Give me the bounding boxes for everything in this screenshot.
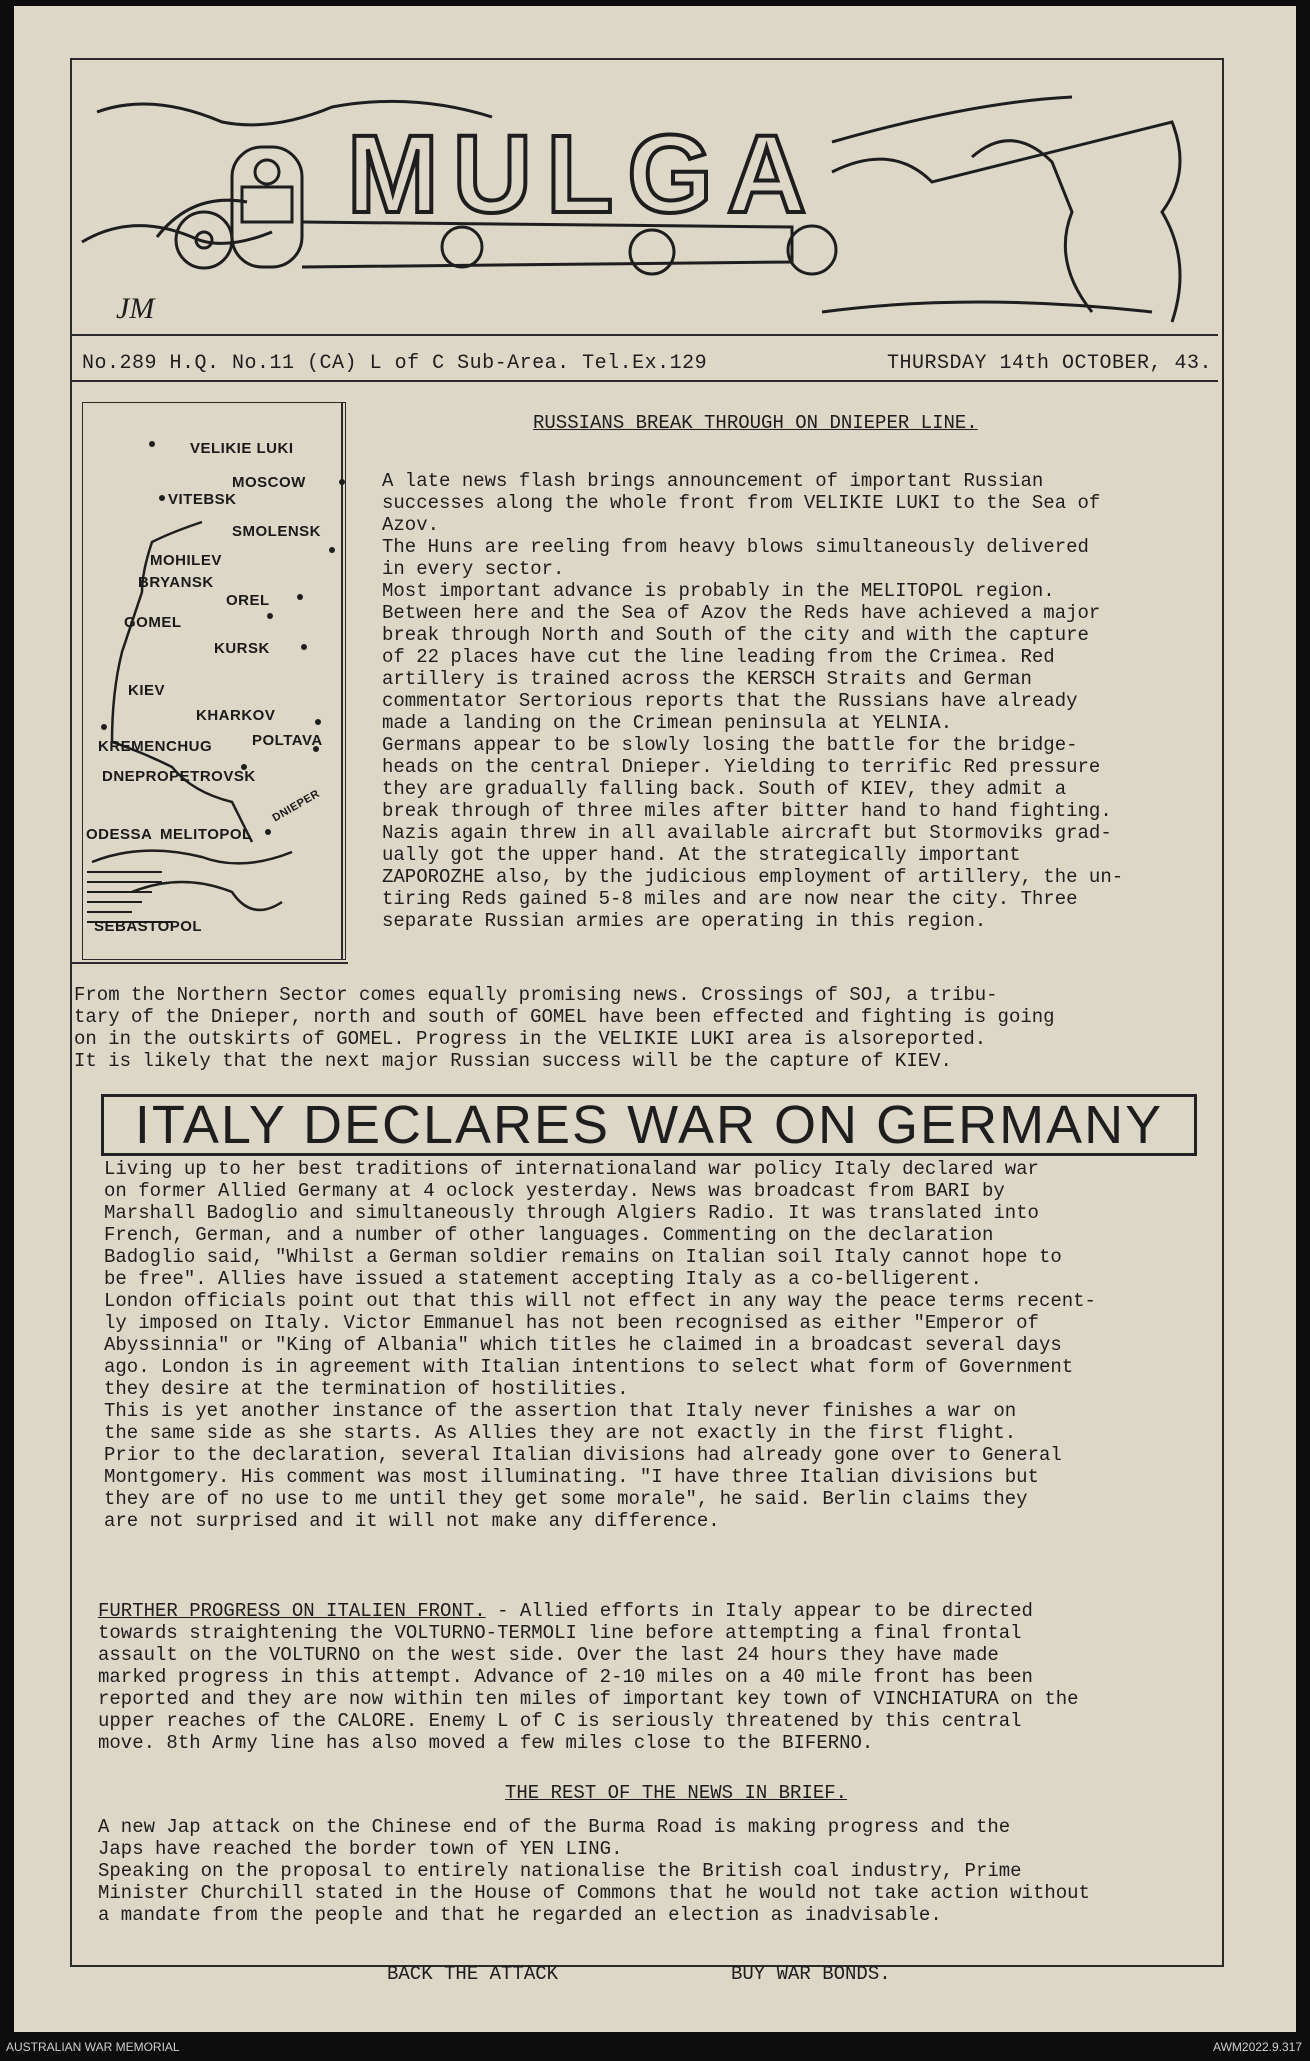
text-line: Between here and the Sea of Azov the Reds have achieved a major [382, 602, 1101, 624]
text-line: Marshall Badoglio and simultaneously through Algiers Radio. It was translated into [104, 1202, 1039, 1224]
text-line: they are of no use to me until they get some morale", he said. Berlin claims they [104, 1488, 1028, 1510]
text-line: ago. London is in agreement with Italian intentions to select what form of Government [104, 1356, 1074, 1378]
text-line: towards straightening the VOLTURNO-TERMOLI line before attempting a final frontal [98, 1622, 1022, 1644]
text-line: assault on the VOLTURNO on the west side. Over the last 24 hours they have made [98, 1644, 999, 1666]
unit-name: H.Q. No.11 (CA) L of C Sub-Area. [169, 352, 570, 375]
map-label: POLTAVA [252, 732, 323, 749]
text-line: The Huns are reeling from heavy blows simultaneously delivered [382, 536, 1089, 558]
text-line: Prior to the declaration, several Italian divisions had already gone over to General [104, 1444, 1062, 1466]
map-label: GOMEL [124, 614, 182, 631]
text-line: A late news flash brings announcement of important Russian [382, 470, 1044, 492]
map-label: MOHILEV [150, 552, 222, 569]
text-line: made a landing on the Crimean peninsula at YELNIA. [382, 712, 953, 734]
runner-figure [832, 122, 1180, 322]
text-line: are not surprised and it will not make any difference. [104, 1510, 720, 1532]
text-line: a mandate from the people and that he regarded an election as inadvisable. [98, 1904, 942, 1926]
map-label: SEBASTOPOL [94, 918, 203, 935]
text-line: commentator Sertorious reports that the Russians have already [382, 690, 1078, 712]
map-divider [72, 962, 348, 964]
text-line: heads on the central Dnieper. Yielding to terrific Red pressure [382, 756, 1101, 778]
text-line: tary of the Dnieper, north and south of GOMEL have been effected and fighting is going [74, 1006, 1055, 1028]
text-line: ZAPOROZHE also, by the judicious employment of artillery, the un- [382, 866, 1124, 888]
text-line: ually got the upper hand. At the strategically important [382, 844, 1021, 866]
story3-body [98, 1600, 1079, 1754]
slogan-left: BACK THE ATTACK [387, 1963, 559, 1985]
story2-headline: ITALY DECLARES WAR ON GERMANY [101, 1094, 1197, 1156]
text-line: - Allied efforts in Italy appear to be directed [485, 1600, 1033, 1622]
issue-info [82, 352, 707, 375]
eastern-front-map [82, 402, 346, 960]
story3-first-line [98, 1600, 1079, 1622]
archive-credit: AUSTRALIAN WAR MEMORIAL [6, 2040, 180, 2054]
text-line: Montgomery. His comment was most illuminating. "I have three Italian divisions but [104, 1466, 1039, 1488]
map-label: MELITOPOL [160, 826, 252, 843]
story1-continued [74, 984, 1055, 1072]
story4-body [98, 1816, 1090, 1926]
divider [72, 334, 1218, 336]
story1-body [382, 470, 1123, 932]
text-line: Minister Churchill stated in the House of Commons that he would not take action without [98, 1882, 1090, 1904]
text-line: Germans appear to be slowly losing the battle for the bridge- [382, 734, 1078, 756]
text-line: Badoglio said, "Whilst a German soldier remains on Italian soil Italy cannot hope to [104, 1246, 1062, 1268]
map-label: DNIEPER [270, 787, 322, 825]
text-line: of 22 places have cut the line leading from the Crimea. Red [382, 646, 1055, 668]
map-label: BRYANSK [138, 574, 214, 591]
text-line: From the Northern Sector comes equally promising news. Crossings of SOJ, a tribu- [74, 984, 998, 1006]
text-line: move. 8th Army line has also moved a few miles close to the BIFERNO. [98, 1732, 874, 1754]
story3-headline: FURTHER PROGRESS ON ITALIEN FRONT. [98, 1600, 486, 1622]
text-line: Azov. [382, 514, 440, 536]
text-line: upper reaches of the CALORE. Enemy L of C is seriously threatened by this central [98, 1710, 1022, 1732]
text-line: tiring Reds gained 5-8 miles and are now near the city. Three [382, 888, 1078, 910]
map-label: DNEPROPETROVSK [102, 768, 256, 785]
text-line: in every sector. [382, 558, 565, 580]
text-line: they are gradually falling back. South of KIEV, they admit a [382, 778, 1067, 800]
text-line: Japs have reached the border town of YEN LING. [98, 1838, 623, 1860]
text-line: artillery is trained across the KERSCH Straits and German [382, 668, 1032, 690]
text-line: Living up to her best traditions of internationaland war policy Italy declared war [104, 1158, 1039, 1180]
issue-number: No.289 [82, 352, 158, 375]
divider [72, 380, 1218, 382]
text-line: break through North and South of the city and with the capture [382, 624, 1089, 646]
issue-date: THURSDAY 14th OCTOBER, 43. [886, 352, 1212, 375]
issue-header [82, 352, 1212, 375]
story4-headline: THE REST OF THE NEWS IN BRIEF. [505, 1782, 848, 1804]
text-line: break through of three miles after bitter hand to hand fighting. [382, 800, 1112, 822]
text-line: marked progress in this attempt. Advance of 2-10 miles on a 40 mile front has been [98, 1666, 1033, 1688]
text-line: Most important advance is probably in the MELITOPOL region. [382, 580, 1055, 602]
map-label: KIEV [128, 682, 166, 699]
text-line: Abyssinnia" or "King of Albania" which titles he claimed in a broadcast several days [104, 1334, 1062, 1356]
map-label: KURSK [214, 640, 270, 657]
map-label: SMOLENSK [232, 523, 322, 540]
masthead-illustration [72, 62, 1218, 332]
text-line: London officials point out that this will not effect in any way the peace terms recent- [104, 1290, 1096, 1312]
text-line: on former Allied Germany at 4 oclock yesterday. News was broadcast from BARI by [104, 1180, 1005, 1202]
coastline [92, 851, 292, 864]
map-label: ODESSA [86, 826, 153, 843]
text-line: A new Jap attack on the Chinese end of the Burma Road is making progress and the [98, 1816, 1011, 1838]
text-line: on in the outskirts of GOMEL. Progress in the VELIKIE LUKI area is alsoreported. [74, 1028, 987, 1050]
story1-headline: RUSSIANS BREAK THROUGH ON DNIEPER LINE. [533, 412, 978, 434]
text-line: It is likely that the next major Russian success will be the capture of KIEV. [74, 1050, 952, 1072]
map-label: OREL [226, 592, 270, 609]
text-line: reported and they are now within ten miles of important key town of VINCHIATURA on the [98, 1688, 1079, 1710]
text-line: separate Russian armies are operating in this region. [382, 910, 987, 932]
text-line: ly imposed on Italy. Victor Emmanuel has not been recognised as either "Emperor of [104, 1312, 1039, 1334]
map-label: VITEBSK [168, 491, 237, 508]
map-label: MOSCOW [232, 474, 306, 491]
telephone: Tel.Ex.129 [582, 352, 708, 375]
archive-id: AWM2022.9.317 [1213, 2040, 1302, 2054]
slogan-right: BUY WAR BONDS. [731, 1963, 891, 1985]
artist-initials: JM [116, 292, 155, 325]
text-line: be free". Allies have issued a statement accepting Italy as a co-belligerent. [104, 1268, 982, 1290]
text-line: This is yet another instance of the assertion that Italy never finishes a war on [104, 1400, 1017, 1422]
map-label: VELIKIE LUKI [190, 440, 294, 457]
text-line: successes along the whole front from VELIKIE LUKI to the Sea of [382, 492, 1101, 514]
text-line: they desire at the termination of hostilities. [104, 1378, 629, 1400]
text-line: French, German, and a number of other languages. Commenting on the declaration [104, 1224, 994, 1246]
masthead-title: MULGA [347, 113, 821, 236]
story2-body [104, 1158, 1096, 1532]
text-line: Speaking on the proposal to entirely nationalise the British coal industry, Prime [98, 1860, 1022, 1882]
text-line: the same side as she starts. As Allies they are not exactly in the first flight. [104, 1422, 1017, 1444]
text-line: Nazis again threw in all available aircraft but Stormoviks grad- [382, 822, 1112, 844]
map-label: KREMENCHUG [98, 738, 213, 755]
map-label: KHARKOV [196, 707, 276, 724]
